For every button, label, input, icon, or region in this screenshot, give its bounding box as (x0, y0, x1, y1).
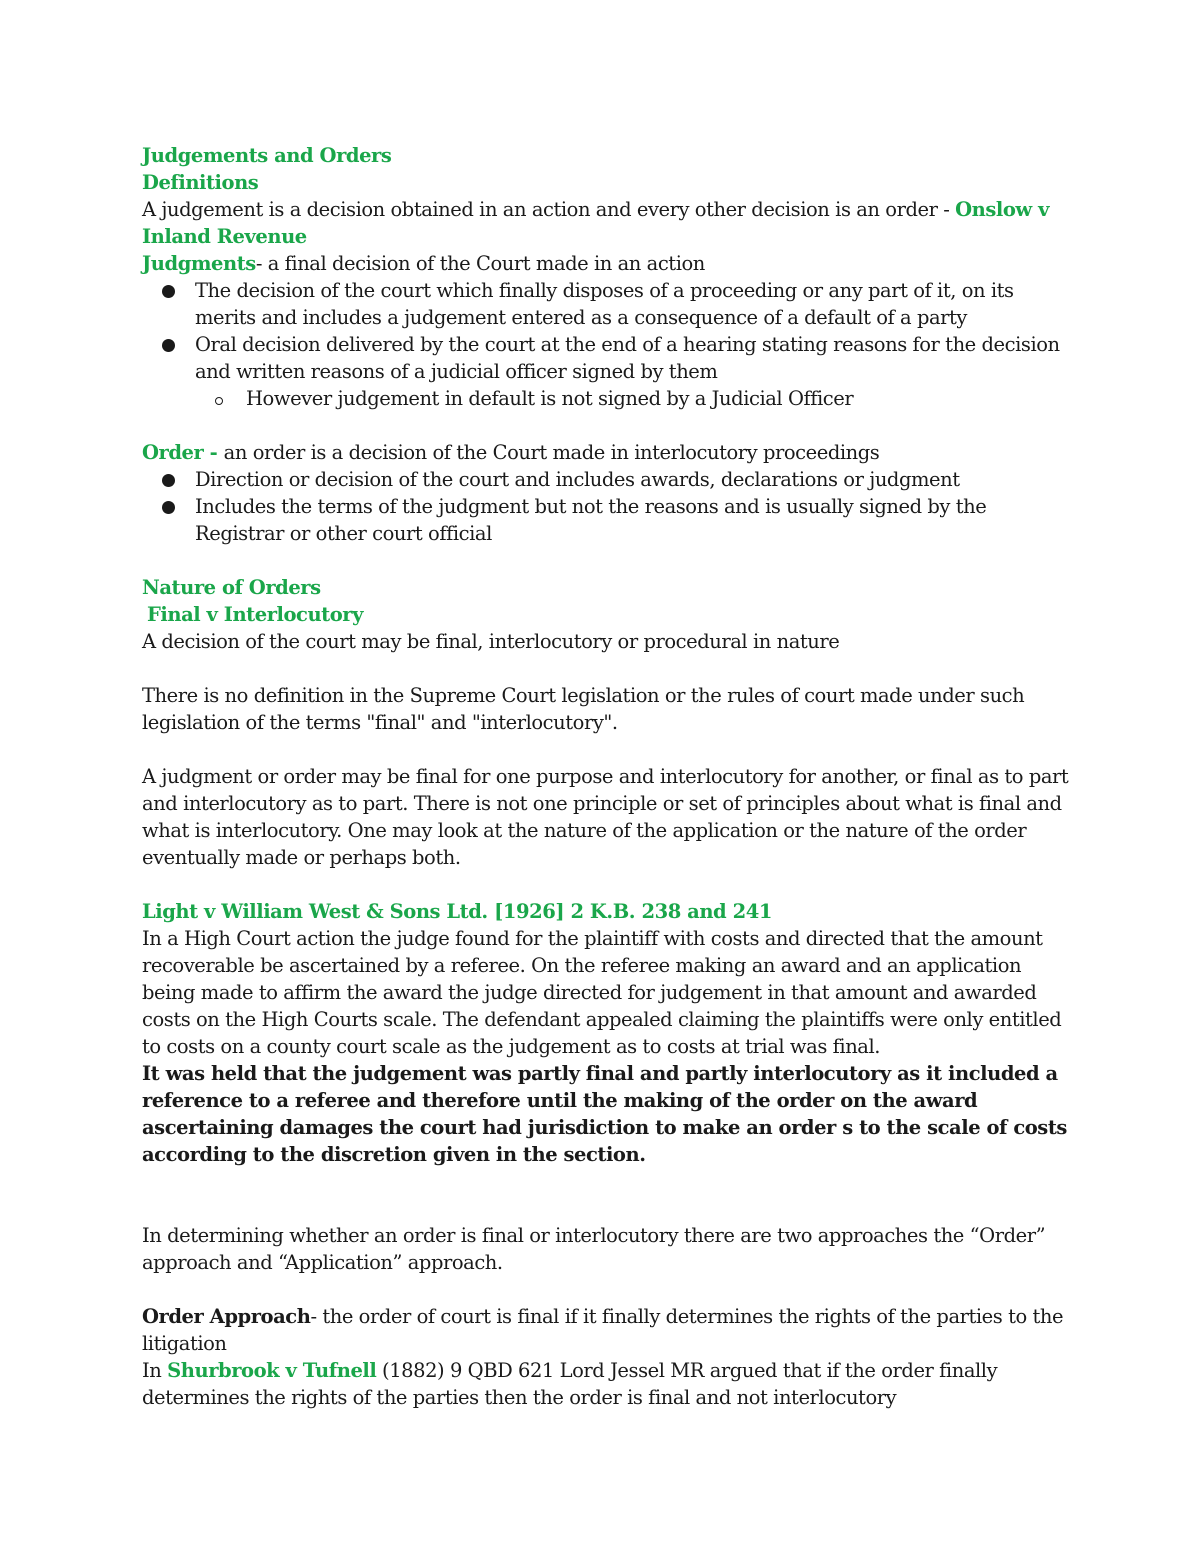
shurbrook-text: (1882) 9 QBD 621 Lord Jessel MR argued that if the order finally determines the rights of the parties then the order is final and not interlocutory (142, 1359, 998, 1409)
list-item-text: The decision of the court which finally disposes of a proceeding or any part of it, on its merits and includes a judgement entered as a consequence of a default of a party (195, 279, 1014, 329)
nature-paragraph-1: A decision of the court may be final, interlocutory or procedural in nature (142, 630, 840, 653)
shurbrook-in: In (142, 1359, 168, 1382)
order-label: Order - (142, 441, 224, 464)
nature-paragraph-2: There is no definition in the Supreme Court legislation or the rules of court made under such legislation of the terms "final" and "interlocutory". (142, 684, 1025, 734)
final-interlocutory-heading: Final v Interlocutory (147, 603, 363, 626)
list-item (142, 466, 1072, 493)
judgments-text: - a final decision of the Court made in an action (255, 252, 705, 275)
circle-bullet-icon (215, 397, 223, 405)
order-approach-paragraph (142, 1303, 1072, 1357)
bullet-icon (162, 501, 175, 514)
nature-heading: Nature of Orders (142, 576, 321, 599)
shurbrook-paragraph (142, 1357, 1072, 1411)
document-page (142, 142, 1072, 1411)
sub-list-item-text: However judgement in default is not signed by a Judicial Officer (246, 387, 854, 410)
light-case-heading: Light v William West & Sons Ltd. [1926] 2 K.B. 238 and 241 (142, 900, 772, 923)
definitions-heading: Definitions (142, 171, 259, 194)
definition-text: A judgement is a decision obtained in an action and every other decision is an order - (142, 198, 956, 221)
list-item (142, 331, 1072, 385)
bullet-icon (162, 474, 175, 487)
list-item (142, 277, 1072, 331)
list-item-text: Includes the terms of the judgment but not the reasons and is usually signed by the Registrar or other court official (195, 495, 987, 545)
nature-paragraph-3: A judgment or order may be final for one purpose and interlocutory for another, or final as to part and interlocutory as to part. There is not one principle or set of principles about what is final and what is interlocutory. One may look at the nature of the application or the nature of the order eventually made or perhaps both. (142, 765, 1069, 869)
approaches-paragraph: In determining whether an order is final or interlocutory there are two approaches the “Order” approach and “Application” approach. (142, 1224, 1046, 1274)
light-held-paragraph: It was held that the judgement was partly final and partly interlocutory as it included a reference to a referee and therefore until the making of the order on the award ascertaining damages the court had jurisdiction to make an order s to the scale of costs according to the discretion given in the section. (142, 1062, 1067, 1166)
judgments-line (142, 250, 1072, 277)
list-item (142, 493, 1072, 547)
bullet-icon (162, 339, 175, 352)
list-item-text: Oral decision delivered by the court at the end of a hearing stating reasons for the decision and written reasons of a judicial officer signed by them (195, 333, 1060, 383)
list-item-text: Direction or decision of the court and includes awards, declarations or judgment (195, 468, 960, 491)
bullet-icon (162, 285, 175, 298)
order-approach-label: Order Approach (142, 1305, 311, 1328)
light-facts-paragraph: In a High Court action the judge found for the plaintiff with costs and directed that the amount recoverable be ascertained by a referee. On the referee making an award and an application being made to affirm the award the judge directed for judgement in that amount and awarded costs on the High Courts scale. The defendant appealed claiming the plaintiffs were only entitled to costs on a county court scale as the judgement as to costs at trial was final. (142, 927, 1062, 1058)
definition-paragraph (142, 196, 1072, 250)
doc-title: Judgements and Orders (142, 144, 392, 167)
sub-list-item (142, 385, 1072, 412)
shurbrook-case: Shurbrook v Tufnell (167, 1359, 377, 1382)
order-approach-text: - the order of court is final if it finally determines the rights of the parties to the litigation (142, 1305, 1064, 1355)
order-text: an order is a decision of the Court made in interlocutory proceedings (223, 441, 880, 464)
order-line (142, 439, 1072, 466)
judgments-label: Judgments (142, 252, 256, 275)
onslow-case: Onslow v Inland Revenue (142, 198, 1049, 248)
